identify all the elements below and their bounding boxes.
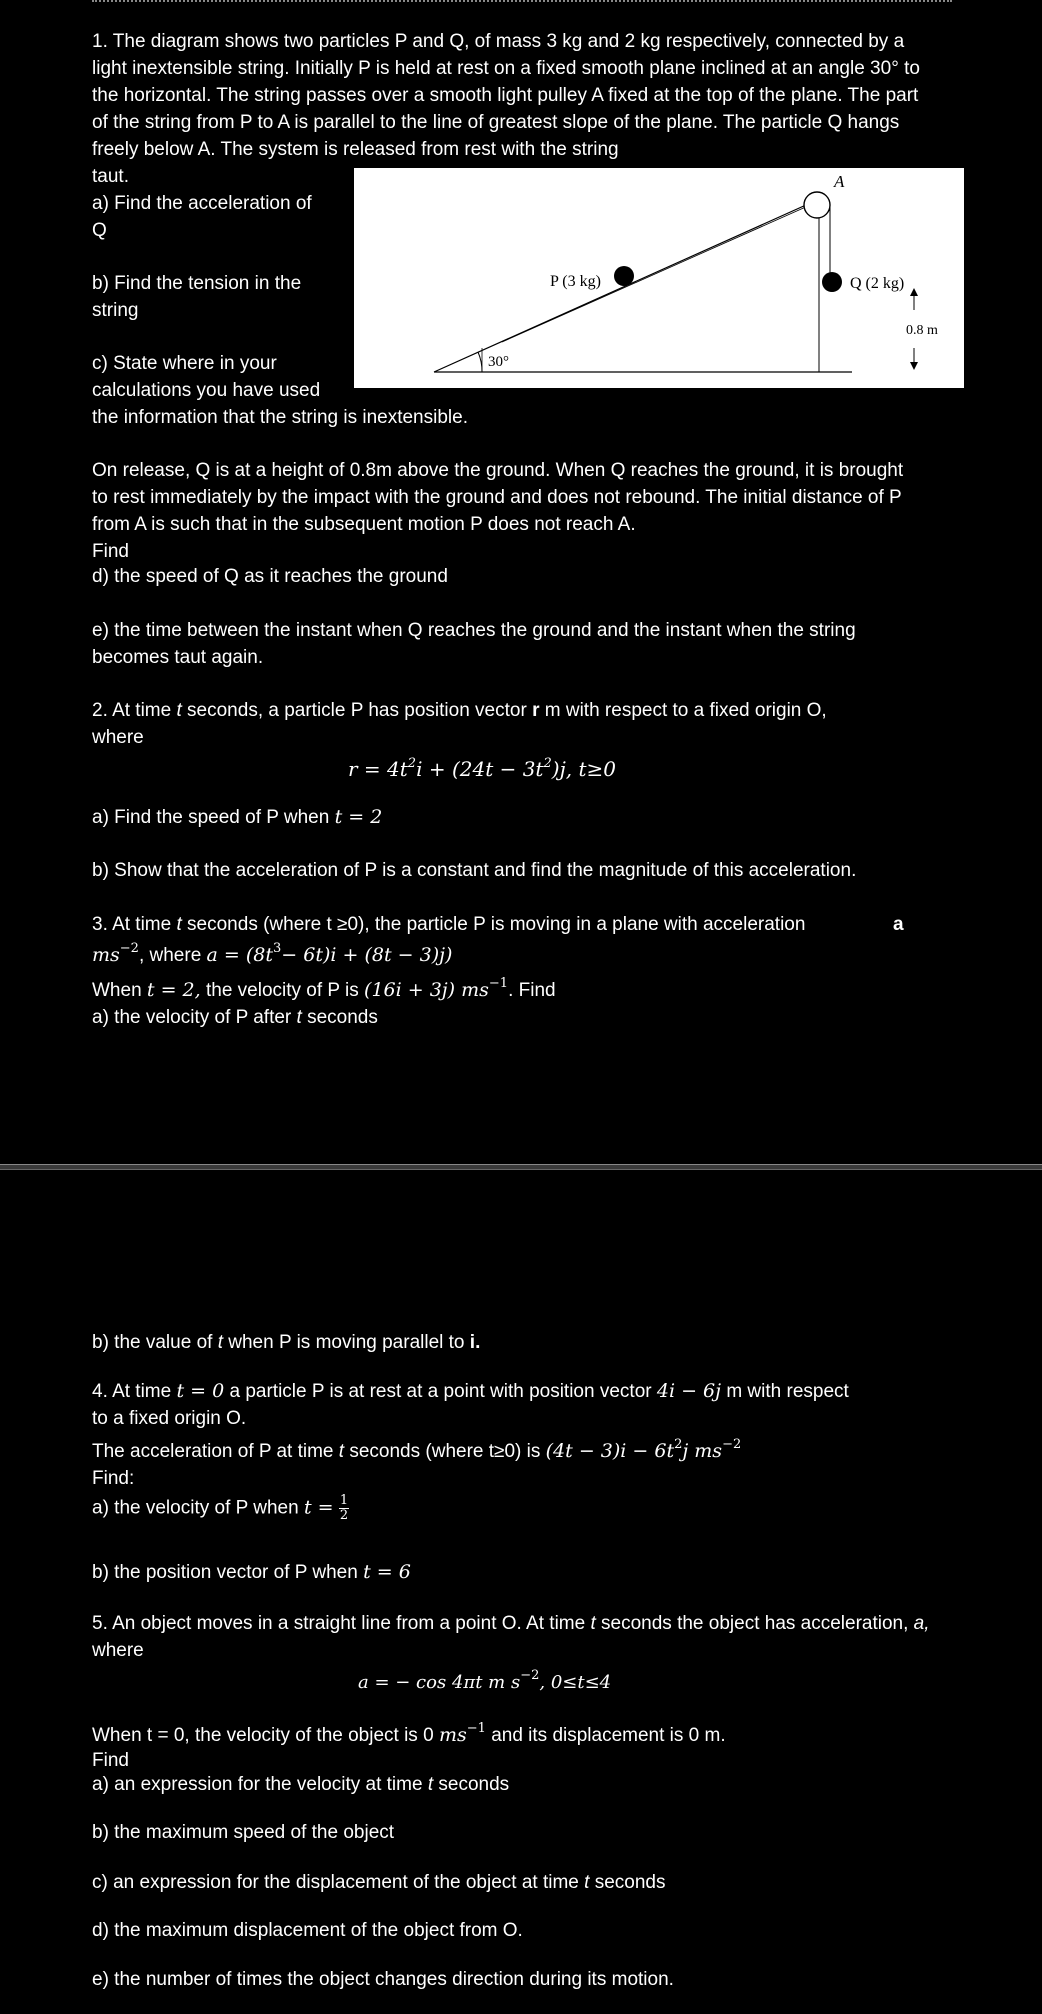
q3-part-b-rest: when P is moving parallel to (228, 1332, 465, 1353)
q5-a: a, (913, 1613, 930, 1634)
q3-intro-cond: t ≥0), the particle P is moving in a plane with acceleration (326, 914, 806, 935)
q1-part-d: d) the speed of Q as it reaches the ground (92, 566, 448, 587)
q3-where: , where (138, 945, 202, 966)
q4-part-a-t: t = (303, 1496, 334, 1519)
q3-intro-rest: seconds (where (187, 914, 322, 935)
q4-fraction-num: 1 (339, 1493, 349, 1508)
q2-intro-rest: seconds, a particle P has position vector (187, 700, 527, 721)
q4-fraction (339, 1494, 349, 1523)
clipped-top-line (92, 0, 952, 2)
particle-q (822, 272, 842, 292)
q5-where: where (92, 1640, 144, 1661)
q4-part-a-text: a) the velocity of P when (92, 1497, 299, 1519)
q2-eq-sup2: 2 (543, 756, 552, 771)
q2-part-b: b) Show that the acceleration of P is a constant and find the magnitude of this acceleration. (92, 860, 857, 881)
q3-vec-sup: −1 (488, 976, 509, 991)
q4-line3-cond: t≥0) is (488, 1441, 541, 1462)
q5-eq: a = − cos 4πt m s (358, 1672, 521, 1693)
q5-part-e: e) the number of times the object changes direction during its motion. (92, 1969, 674, 1990)
q5-find: Find (92, 1750, 129, 1771)
q5-when (92, 1722, 726, 1749)
q1-part-c-line3: the information that the string is inextensible. (92, 407, 468, 428)
label-q: Q (2 kg) (850, 275, 905, 292)
q5-intro-rest: seconds the object has acceleration, (601, 1613, 909, 1634)
q2-intro-text: 2. At time (92, 700, 172, 721)
q1-release-text: On release, Q is at a height of 0.8m above the ground. When Q reaches the ground, it is brought to rest immediately by the impact with the ground and does not rebound. The initial distance of P from A is such that in the subsequent motion P does not reach A. (92, 460, 904, 535)
q1-part-c-line1: c) State where in your (92, 353, 277, 374)
q4-part-b-t: t = 6 (363, 1561, 411, 1583)
label-a: A (834, 172, 845, 191)
q4-intro-rest: a particle P is at rest at a point with position vector (229, 1381, 652, 1402)
q3-part-a (92, 1004, 378, 1031)
q3-eq2: − 6t)i + (8t − 3)j) (281, 944, 453, 966)
q5-part-b: b) the maximum speed of the object (92, 1822, 395, 1843)
q3-part-b-text: b) the value of (92, 1332, 213, 1353)
q1-part-b-line2: string (92, 300, 139, 321)
q4-line3-t: t (338, 1441, 345, 1462)
q3-intro-text: 3. At time (92, 914, 172, 935)
q3-find: . Find (508, 980, 556, 1001)
q3-t2: t = 2, (146, 979, 201, 1001)
q4-eq-sup2: 2 (674, 1437, 683, 1452)
q5-equation (358, 1669, 611, 1696)
height-arrowhead-down (910, 362, 918, 370)
q4-find: Find: (92, 1468, 135, 1489)
pulley-diagram (354, 168, 964, 388)
q2-eq-j: )j, t≥0 (551, 757, 617, 781)
q5-when-text: When t = 0, the velocity of the object is 0 (92, 1725, 434, 1746)
particle-p (614, 266, 634, 286)
q4-part-a (92, 1494, 349, 1523)
q3-a-symbol: a (893, 914, 904, 935)
label-height: 0.8 m (906, 323, 938, 338)
q2-intro-m: m with respect to a fixed origin O, (544, 700, 827, 721)
q3-vel: the velocity of P is (205, 980, 359, 1001)
q1-intro: 1. The diagram shows two particles P and Q, of mass 3 kg and 2 kg respectively, connected by a light inextensible string. Initially P is held at rest on a fixed smooth plane inclined at an angle 30° to the horizontal. The string passes over a smooth light pulley A fixed at the top of the plane. The part of the string from P to A is parallel to the line of greatest slope of the plane. The particle Q hangs freely below A. The system is released from rest with the string (92, 31, 920, 160)
q5-intro-text: 5. An object moves in a straight line from a point O. At time (92, 1613, 586, 1634)
q2-equation (348, 756, 616, 783)
q4-intro-text: 4. At time (92, 1381, 172, 1402)
label-angle: 30° (488, 354, 509, 370)
q5-t: t (590, 1613, 596, 1634)
height-arrowhead-up (910, 288, 918, 296)
q5-part-a-rest: seconds (438, 1774, 510, 1795)
string-p-to-a (502, 198, 826, 342)
q2-r: r (532, 700, 540, 721)
q3-line3 (92, 977, 556, 1004)
q5-when-rest: and its displacement is 0 m. (491, 1725, 726, 1746)
q4-line3 (92, 1438, 741, 1465)
q2-intro (92, 697, 827, 724)
q1-part-c-line2: calculations you have used (92, 380, 321, 401)
angle-arc (478, 352, 482, 372)
q1-part-a-line2: Q (92, 220, 107, 241)
q4-vec: 4i − 6j (656, 1380, 722, 1402)
q3-part-b-dot: . (475, 1332, 481, 1353)
q1-part-a-line1: a) Find the acceleration of (92, 193, 312, 214)
q5-eq-sup: −2 (520, 1668, 540, 1683)
q4-eq-sup: −2 (722, 1437, 742, 1452)
q5-when-sup: −1 (466, 1721, 486, 1736)
q4-line3-b: seconds (where (349, 1441, 484, 1462)
q3-part-a-text: a) the velocity of P after (92, 1007, 292, 1028)
q3-eq-sup: 3 (273, 941, 282, 956)
q2-where: where (92, 727, 144, 748)
q5-part-c-rest: seconds (594, 1872, 666, 1893)
q2-part-a (92, 804, 382, 831)
q3-when: When (92, 980, 142, 1001)
q1-intro-end: taut. (92, 166, 129, 187)
q3-part-b-i: i (469, 1332, 476, 1353)
q5-intro (92, 1610, 930, 1637)
q2-t: t (176, 700, 182, 721)
page-2 (0, 1170, 1042, 2014)
q5-part-a-t: t (427, 1774, 434, 1795)
q3-intro (92, 911, 805, 938)
q3-eq: a = (8t (206, 944, 274, 966)
q5-part-d: d) the maximum displacement of the object from O. (92, 1920, 523, 1941)
q4-t: t = 0 (176, 1380, 225, 1402)
q4-eq2: j ms (682, 1440, 723, 1462)
q3-line2 (92, 942, 452, 969)
q2-eq-lhs: r = 4t (348, 757, 408, 781)
q3-t: t (176, 914, 182, 935)
q3-ms: ms (92, 944, 120, 966)
label-p: P (3 kg) (550, 273, 601, 290)
q5-part-a (92, 1771, 509, 1798)
q5-eq-end: , 0≤t≤4 (539, 1672, 612, 1693)
q2-part-a-text: a) Find the speed of P when (92, 807, 330, 828)
q1-part-e: e) the time between the instant when Q reaches the ground and the instant when the string becomes taut again. (92, 620, 856, 668)
q4-intro (92, 1378, 849, 1405)
q4-fraction-den: 2 (339, 1508, 349, 1523)
q5-part-c-text: c) an expression for the displacement of the object at time (92, 1872, 579, 1893)
q3-part-a-t: t (296, 1007, 302, 1028)
q1-find: Find (92, 541, 129, 562)
q5-part-c (92, 1869, 666, 1896)
q3-ms-sup: −2 (119, 941, 139, 956)
q5-when-ms: ms (438, 1724, 467, 1746)
q3-part-a-rest: seconds (307, 1007, 378, 1028)
q5-part-c-t: t (584, 1872, 590, 1893)
q4-eq: (4t − 3)i − 6t (545, 1440, 675, 1462)
q3-part-b (92, 1329, 480, 1356)
q2-eq-sup1: 2 (407, 756, 417, 771)
q3-vec: (16i + 3j) ms (364, 979, 489, 1001)
q4-line3-a: The acceleration of P at time (92, 1441, 334, 1462)
pulley-a (804, 192, 830, 218)
q4-intro-end: m with respect (726, 1381, 849, 1402)
q4-part-b (92, 1559, 411, 1586)
q2-part-a-math: t = 2 (334, 806, 383, 828)
q1-part-b-line1: b) Find the tension in the (92, 273, 302, 294)
q4-part-b-text: b) the position vector of P when (92, 1562, 358, 1583)
q3-part-b-t: t (217, 1332, 223, 1353)
q4-line2: to a fixed origin O. (92, 1408, 247, 1429)
q2-eq-i: i + (24t − 3t (416, 757, 544, 781)
q5-part-a-text: a) an expression for the velocity at time (92, 1774, 423, 1795)
